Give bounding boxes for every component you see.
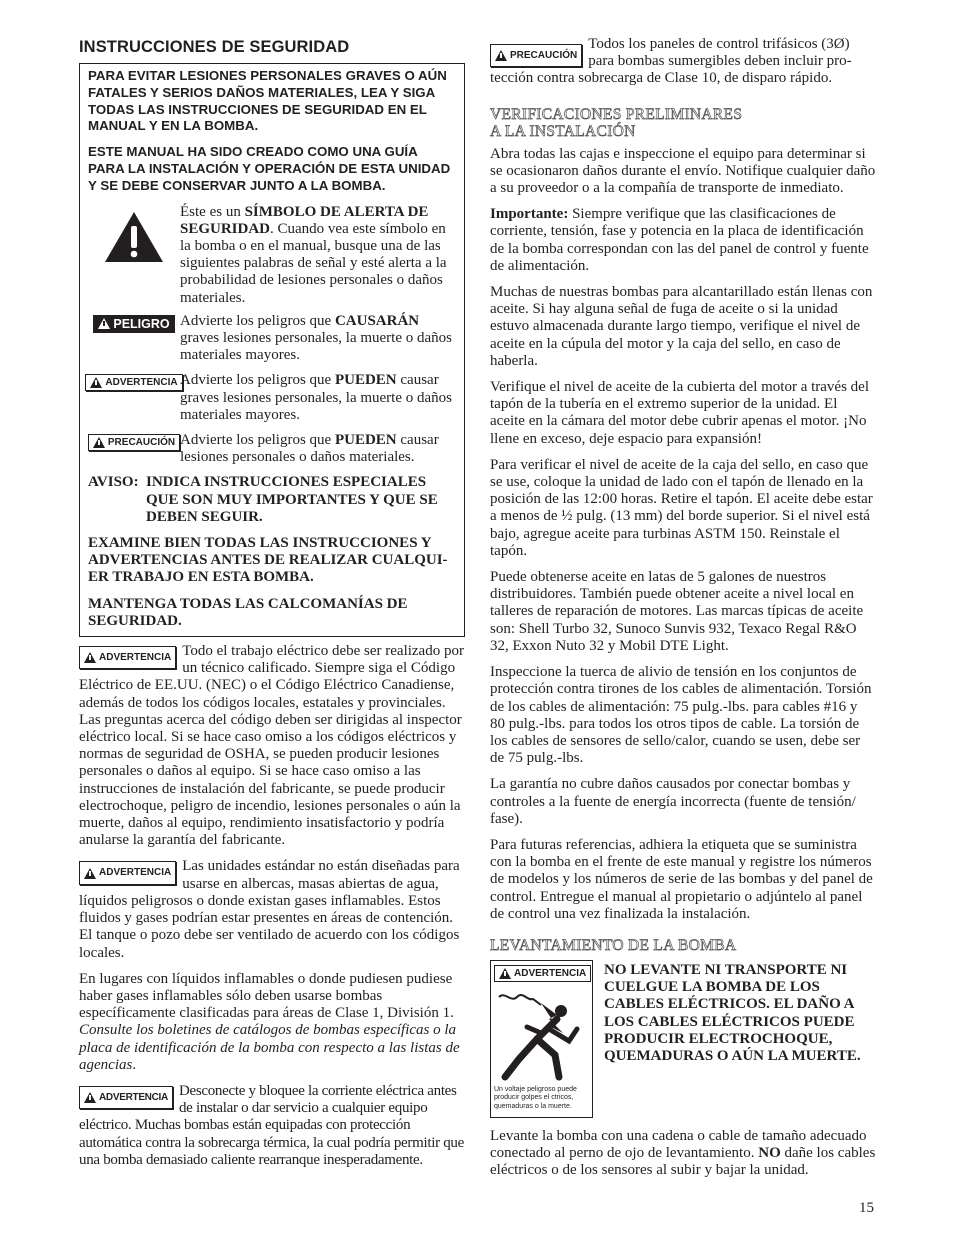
safety-notice-box	[79, 63, 465, 637]
advertencia-badge: ADVERTENCIA	[79, 861, 176, 884]
paragraph-inspect-boxes: Abra todas las cajas e inspeccione el equipo para determinar si se ocasionaron daños durante el envío. Notifique cualquier daño a su proveedor o a la compañía de transporte de inmediato.	[490, 145, 876, 197]
shock-warning-block	[490, 960, 876, 1118]
advertencia-text: Advierte los peligros que PUEDEN causar graves lesiones personales, la muerte o daños materiales mayores.	[180, 372, 452, 423]
peligro-text: Advierte los peligros que CAUSARÁN graves lesiones personales, la muerte o daños materiales mayores.	[180, 312, 452, 364]
disconnect-power-warning: ADVERTENCIA Desconecte y bloquee la corriente eléctrica antes de instalar o dar servicio a cualquier equipo eléctrico. Muchas bombas están equipadas con protección automática contra la sobrecarga térmica, la cual podría permitir que una bomba demasiado caliente rearranque inesperadamente.	[79, 1082, 464, 1168]
warning-intro: PARA EVITAR LESIONES PERSONALES GRAVES O AÚN FATALES Y SERIOS DAÑOS MATERIALES, LEA Y SIGA TODAS LAS INSTRUCCIONES DE SEGURIDAD EN EL MANUAL Y EN LA BOMBA.	[88, 68, 447, 134]
paragraph-oil-sources: Puede obtenerse aceite en latas de 5 galones de nuestros distribuidores. También puede obtener aceite a nivel local en talleres de reparación de motores. Las marcas típicas de aceite son: Shell Turbo 32, Sunoco Sunvis 932, Texaco Regal R&O 32, Exxon Nuto 32 y Mobil DTE Light.	[490, 569, 864, 654]
section-heading-lifting: LEVANTAMIENTO DE LA BOMBA	[490, 936, 737, 954]
three-phase-caution: PRECAUCIÓN Todos los paneles de control trifásicos (3Ø) para bombas sumergibles deben incluir protección contra sobrecarga de Clase 10, de disparo rápido.	[490, 36, 852, 87]
advertencia-badge: ADVERTENCIA	[79, 646, 176, 669]
examine-notice: EXAMINE BIEN TODAS LAS INSTRUCCIONES Y ADVERTENCIAS ANTES DE REALIZAR CUALQUIER TRABAJO EN ESTA BOMBA.	[88, 535, 448, 586]
alert-triangle-icon	[93, 437, 105, 448]
peligro-row	[88, 313, 457, 365]
paragraph-important: Importante: Siempre verifique que las clasificaciones de corriente, tensión, fase y potencia en la placa de identificación de la bomba correspondan con las del panel de control y fuente de alimentación.	[490, 206, 869, 274]
standard-units-warning: ADVERTENCIA Las unidades estándar no están diseñadas para usarse en albercas, masas abiertas de agua, líquidos peligrosos o donde existan gases inflamables. Estos fluidos y gases podrían estar presentes en áreas de contención. El tanque o pozo debe ser ventilado de acuerdo con los códigos locales.	[79, 858, 460, 961]
paragraph-lift-pump: Levante la bomba con una cadena o cable de tamaño adecuado conectado al perno de ojo de levantamiento. NO dañe los cables eléctricos o de los sensores al subir y bajar la unidad.	[490, 1127, 876, 1179]
shock-hazard-label	[490, 960, 593, 1118]
advertencia-row	[88, 372, 457, 424]
alert-triangle-icon	[98, 318, 110, 329]
alert-triangle-icon	[495, 50, 507, 61]
electric-shock-icon	[497, 989, 585, 1083]
electrical-work-warning: ADVERTENCIA Todo el trabajo eléctrico debe ser realizado por un técnico calificado. Siempre siga el Código Eléctrico de EE.UU. (NEC) o el Código Eléctrico Canadiense, además de todos los códigos locales, estatales y provinciales. Las preguntas acerca del código deben ser dirigidas al inspector eléctrico local. Si se hace caso omiso a los códigos eléctricos y normas de seguridad de OSHA, se pueden producir lesiones personales o daños al equipo. Si se hace caso omiso a las instrucciones de instalación del fabricante, se puede producir electrochoque, peligro de incendio, lesiones personales o aún la muerte, daños al equipo, rendimiento insatisfactorio y podría anularse la garantía del fabricante.	[79, 643, 464, 849]
alert-triangle-icon	[499, 968, 511, 979]
alert-triangle-icon	[84, 1092, 96, 1103]
precaucion-row	[88, 432, 457, 466]
safety-alert-triangle-icon	[103, 210, 165, 264]
precaucion-badge: PRECAUCIÓN	[88, 434, 180, 451]
section-heading-safety: INSTRUCCIONES DE SEGURIDAD	[79, 38, 350, 56]
alert-symbol	[88, 204, 180, 264]
aviso-text: INDICA INSTRUCCIONES ESPECIALES QUE SON MUY IMPORTANTES Y QUE SE DEBEN SEGUIR.	[146, 474, 438, 525]
aviso-key: AVISO:	[88, 474, 139, 491]
paragraph-motor-oil-level: Verifique el nivel de aceite de la cubierta del motor a través del tapón de la tubería en el extremo superior de la unidad. El aceite en la cámara del motor debe cubrir apenas el motor. ¡No llene en exceso, deje espacio para expansión!	[490, 379, 869, 447]
section-heading-preliminary-checks: VERIFICACIONES PRELIMINARES A LA INSTALACIÓN	[490, 105, 743, 140]
paragraph-seal-oil-level: Para verificar el nivel de aceite de la caja del sello, en caso que se use, coloque la unidad de lado con el tapón de llenado en la posición de las 12:00 horas. Retire el tapón. El aceite debe estar a menos de ½ pulg. (13 mm) del borde superior. Si el nivel está bajo, agregue aceite para turbinas ASTM 150. Reinstale el tapón.	[490, 456, 873, 559]
advertencia-badge: ADVERTENCIA	[494, 965, 591, 982]
precaucion-text: Advierte los peligros que PUEDEN causar lesiones personales o daños materiales.	[180, 432, 439, 466]
paragraph-oil-filled: Muchas de nuestras bombas para alcantarillado están llenas con aceite. Si hay alguna señal de fuga de aceite o si la unidad estuvo almacenada durante largo tiempo, verifique el nivel de aceite en la cúpula del motor y la caja del sello, en caso de haberla.	[490, 284, 873, 369]
mantenga-notice: MANTENGA TODAS LAS CALCOMANÍAS DE SEGURIDAD.	[88, 595, 408, 629]
flammable-areas-paragraph: En lugares con líquidos inflamables o donde pudiesen pudiese haber gases inflamables sólo deben usarse bombas específicamente clasificadas para áreas de Clase 1, División 1. Consulte los boletines de catálogos de bombas específicas o la placa de identificación de la bomba con respecto a las listas de agencias.	[79, 970, 460, 1073]
shock-caption: Un voltaje peligroso puede producir golpes el ctricos, quemaduras o la muerte.	[494, 1085, 577, 1110]
paragraph-strain-relief: Inspeccione la tuerca de alivio de tensión en los conjuntos de protección contra tirones de los cables de alimentación. Torsión de los cables de alimentación: 75 pulg.-lbs. para cables #16 y 80 pulg.-lbs. para todos los otros tipos de cable. La torsión de los cables de sensores de sello/calor, cuando se usen, debe ser de 75 pulg.-lbs.	[490, 664, 872, 767]
manual-note: ESTE MANUAL HA SIDO CREADO COMO UNA GUÍA PARA LA INSTALACIÓN Y OPERACIÓN DE ESTA UNIDAD Y SE DEBE CONSERVAR JUNTO A LA BOMBA.	[88, 144, 451, 193]
alert-triangle-icon	[90, 377, 102, 388]
shock-warning-text: NO LEVANTE NI TRANSPORTE NI CUELGUE LA BOMBA DE LOS CABLES ELÉCTRICOS. EL DAÑO A LOS CABLES ELÉCTRICOS PUEDE PRODUCIR ELECTROCHOQUE, QUEMADURAS O AÚN LA MUERTE.	[604, 961, 861, 1064]
right-column	[490, 36, 876, 1189]
page-number: 15	[859, 1200, 874, 1216]
alert-symbol-row	[88, 204, 457, 307]
left-column	[79, 36, 465, 1178]
alert-triangle-icon	[84, 652, 96, 663]
alert-symbol-text: Éste es un SÍMBOLO DE ALERTA DE SEGURIDAD. Cuando vea este símbolo en la bomba o en el manual, busque una de las siguientes palabras de señal y esté alerta a la probabilidad de lesiones personales o daños materiales.	[180, 203, 447, 306]
precaucion-badge: PRECAUCIÓN	[490, 44, 582, 67]
peligro-badge: PELIGRO	[93, 315, 174, 333]
aviso-notice	[88, 474, 457, 526]
advertencia-badge: ADVERTENCIA	[85, 374, 182, 391]
advertencia-badge: ADVERTENCIA	[79, 1086, 173, 1109]
paragraph-future-reference: Para futuras referencias, adhiera la etiqueta que se suministra con la bomba en el frente de este manual y registre los números de modelos y los números de serie de las bombas y del panel de control. Entregue el manual al propietario o adjúntelo al panel de control una vez finalizada la instalación.	[490, 836, 873, 922]
alert-triangle-icon	[84, 868, 96, 879]
paragraph-warranty: La garantía no cubre daños causados por conectar bombas y controles a la fuente de energía incorrecta (fuente de tensión/ fase).	[490, 776, 856, 827]
